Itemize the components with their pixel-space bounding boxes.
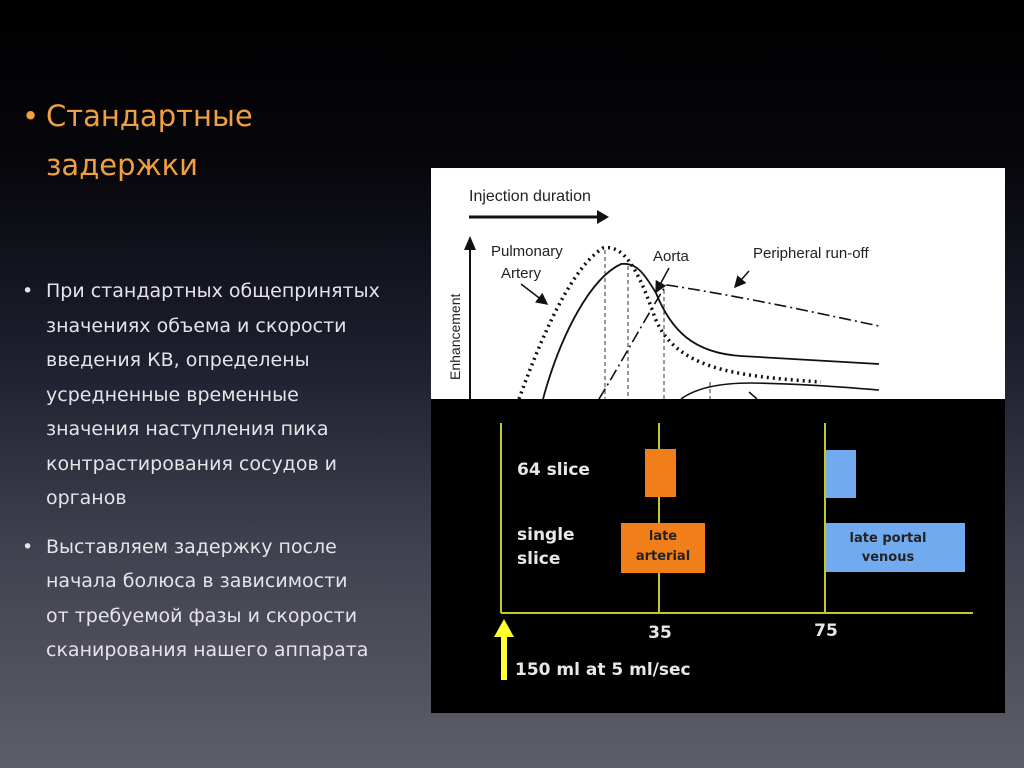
enhancement-timing-figure (431, 168, 1005, 713)
peripheral-label: Peripheral run-off (753, 245, 869, 262)
bullet-1-line-6: контрастирования сосудов и (46, 452, 338, 475)
late-arterial-label-line-2: arterial (635, 549, 691, 564)
pulmonary-label-line-1: Pulmonary (491, 243, 563, 260)
bullet-1-line-4: усредненные временные (46, 383, 299, 406)
bullet-2-line-4: сканирования нашего аппарата (46, 639, 369, 661)
late-portal-label-line-2: venous (861, 550, 915, 565)
bullet-1-line-3: введения КВ, определены (46, 349, 310, 371)
injection-duration-label: Injection duration (469, 188, 591, 205)
tick-label-75: 75 (814, 621, 838, 641)
bullet-dot: • (22, 535, 34, 558)
title-line-1: Стандартные (46, 99, 253, 133)
title-bullet: • (22, 99, 40, 133)
bullet-1-line-1: При стандартных общепринятых (46, 280, 380, 302)
bolus-start-arrow-shaft (501, 636, 507, 680)
bullet-list (22, 274, 422, 682)
late-arterial-label-line-1: late (648, 529, 678, 544)
bullet-2-line-1: Выставляем задержку после (46, 535, 337, 558)
late-portal-label-line-1: late portal (849, 531, 927, 546)
bullet-item-standard-delays (22, 274, 422, 516)
title-line-2: задержки (46, 148, 198, 182)
bullet-1-line-7: органов (46, 487, 127, 509)
window-64-portal (826, 450, 856, 498)
aorta-label: Aorta (653, 248, 689, 265)
bullet-1-line-5: значения наступления пика (46, 418, 329, 440)
y-axis-label: Enhancement (447, 293, 463, 380)
bullet-1-line-2: значениях объема и скорости (46, 314, 347, 337)
slide-title (22, 92, 253, 190)
row-label-single-line-1: single (517, 525, 575, 545)
bullet-dot: • (22, 280, 34, 302)
row-label-single-line-2: slice (517, 549, 561, 569)
tick-label-35: 35 (648, 623, 672, 643)
bullet-2-line-3: от требуемой фазы и скорости (46, 604, 358, 627)
row-label-64-slice: 64 slice (517, 460, 590, 480)
window-64-arterial (645, 449, 676, 497)
bolus-label: 150 ml at 5 ml/sec (515, 660, 691, 680)
bullet-2-line-2: начала болюса в зависимости (46, 570, 348, 592)
pulmonary-label-line-2: Artery (501, 265, 542, 282)
bullet-item-set-delay (22, 530, 422, 668)
